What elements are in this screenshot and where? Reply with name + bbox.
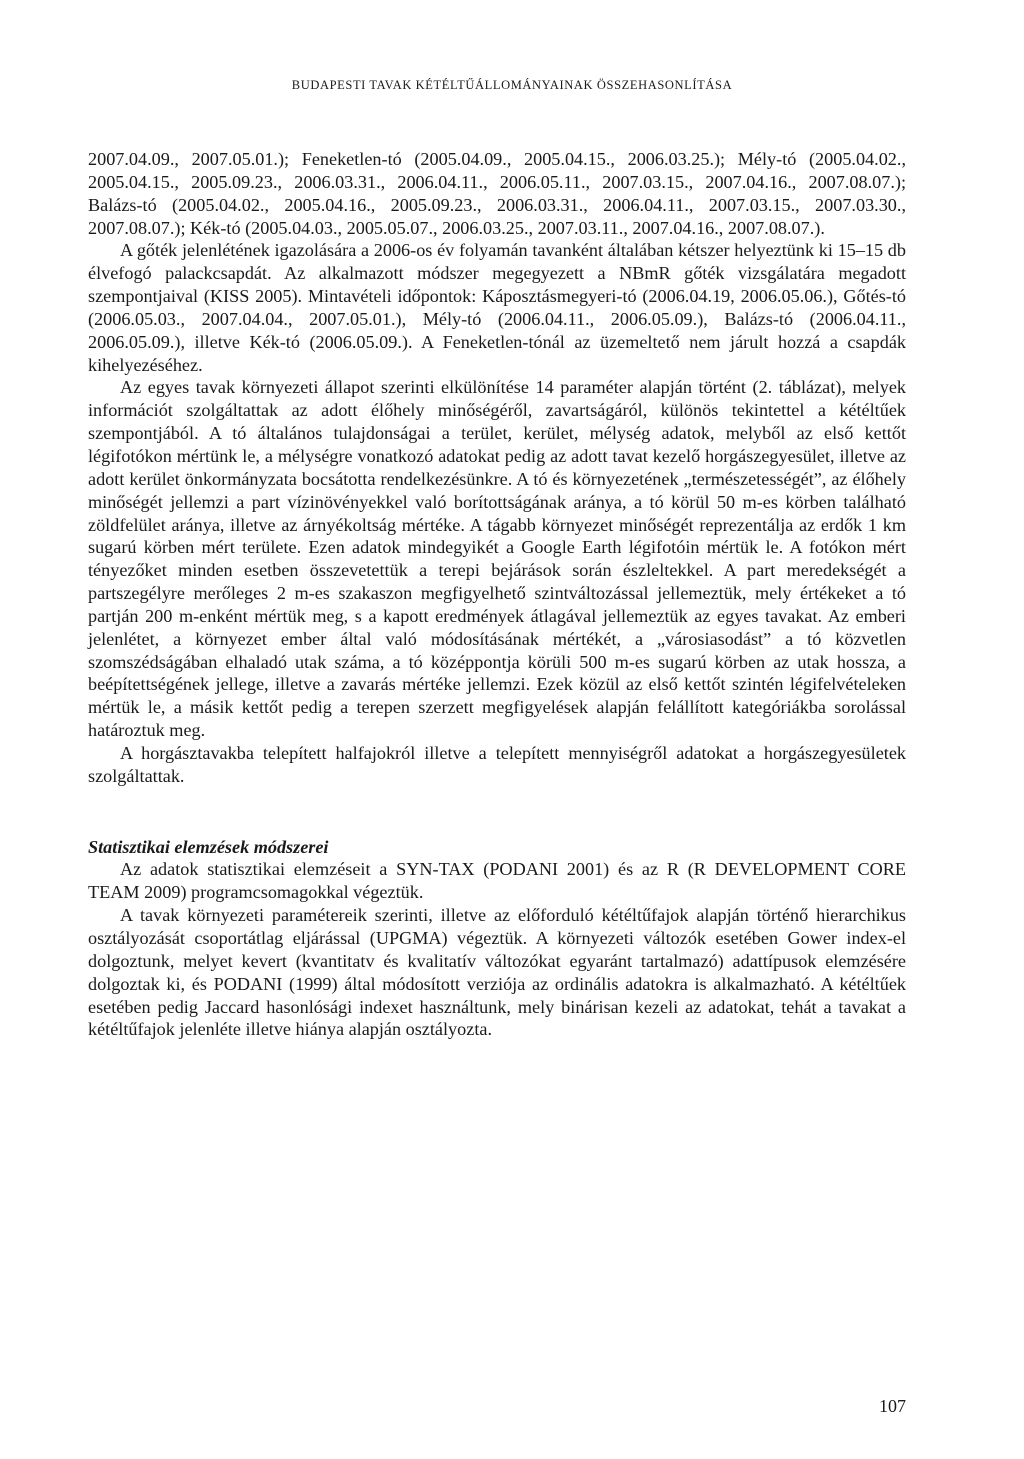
paragraph-environment-parameters: Az egyes tavak környezeti állapot szerinti elkülönítése 14 paraméter alapján történt (2. táblázat), melyek információt szolgáltattak az adott élőhely minőségéről, zavartságáról, különös tekintettel a kétéltűek szempontjából. A tó általános tulajdonságai a terület, kerület, mélység adatok, melyből az első kettőt légifotókon mértünk le, a mélységre vonatkozó adatokat pedig az adott tavat kezelő horgászegyesület, illetve az adott kerület önkormányzata bocsátotta rendelkezésünkre. A tó és környezetének „természetességét”, az élőhely minőségét jellemzi a part vízinövényekkel való borítottságának aránya, a tó körül 50 m-es körben található zöldfelület aránya, illetve az árnyékoltság mértéke. A tágabb környezet minőségét reprezentálja az erdők 1 km sugarú körben mért területe. Ezen adatok mindegyikét a Google Earth légifotóin mértük le. A fotókon mért tényezőket minden esetben összevetettük a terepi bejárások során észleltekkel. A part meredekségét a partszegélyre merőleges 2 m-es szakaszon megfigyelhető szintváltozással jellemeztük, mely értékeket a tó partján 200 m-enként mértük meg, s a kapott eredmények átlagával jellemeztük az egyes tavakat. Az emberi jelenlétet, a környezet ember által való módosításának mértékét, a „városiasodást” a tó közvetlen szomszédságában elhaladó utak száma, a tó középpontja körüli 500 m-es sugarú körben az utak hossza, a beépítettségének jellege, illetve a zavarás mértéke jellemzi. Ezek közül az első kettőt szintén légifelvételeken mértük le, a másik kettőt pedig a terepen szerzett megfigyelések alapján felállított kategóriákba sorolással határoztuk meg. — [88, 377, 906, 741]
paragraph-sampling-dates: 2007.04.09., 2007.05.01.); Feneketlen-tó (2005.04.09., 2005.04.15., 2006.03.25.); Mély-tó (2005.04.02., 2005.04.15., 2005.09.23., 2006.03.31., 2006.04.11., 2006.05.11., 2007.03.15., 2007.04.16., 2007.08.07.); Balázs-tó (2005.04.02., 2005.04.16., 2005.09.23., 2006.03.31., 2006.04.11., 2007.03.15., 2007.03.30., 2007.08.07.); Kék-tó (2005.04.03., 2005.05.07., 2006.03.25., 2007.03.11., 2007.04.16., 2007.08.07.). — [88, 149, 906, 238]
body-text — [88, 148, 906, 1041]
page-number: 107 — [879, 1396, 906, 1416]
section-title: Statisztikai elemzések módszerei — [88, 836, 329, 857]
paragraph-software: Az adatok statisztikai elemzéseit a SYN-TAX (PODANI 2001) és az R (R DEVELOPMENT CORE TEAM 2009) programcsomagokkal végeztük. — [88, 859, 906, 903]
paragraph-classification: A tavak környezeti paramétereik szerinti, illetve az előforduló kétéltűfajok alapján történő hierarchikus osztályozását csoportátlag eljárással (UPGMA) végeztük. A környezeti változók esetében Gower index-el dolgoztunk, melyet kevert (kvantitatv és kvalitatív változókat egyaránt tartalmazó) adattípusok elemzésére dolgoztak ki, és PODANI (1999) által módosított verziója az ordinális adatokra is alkalmazható. A kétéltűek esetében pedig Jaccard hasonlósági indexet használtunk, mely binárisan kezeli az adatokat, tehát a tavakat a kétéltűfajok jelenléte illetve hiánya alapján osztályozta. — [88, 905, 906, 1040]
paragraph-fish-stocking: A horgásztavakba telepített halfajokról illetve a telepített mennyiségről adatokat a horgászegyesületek szolgáltattak. — [88, 742, 906, 786]
running-header: BUDAPESTI TAVAK KÉTÉLTŰÁLLOMÁNYAINAK ÖSSZEHASONLÍTÁSA — [291, 78, 733, 92]
paragraph-newt-traps: A gőték jelenlétének igazolására a 2006-os év folyamán tavanként általában kétszer helyeztünk ki 15–15 db élvefogó palackcsapdát. Az alkalmazott módszer megegyezett a NBmR gőték vizsgálatára megadott szempontjaival (KISS 2005). Mintavételi időpontok: Káposztásmegyeri-tó (2006.04.19, 2006.05.06.), Gőtés-tó (2006.05.03., 2007.04.04., 2007.05.01.), Mély-tó (2006.04.11., 2006.05.09.), Balázs-tó (2006.04.11., 2006.05.09.), illetve Kék-tó (2006.05.09.). A Feneketlen-tónál az üzemeltető nem járult hozzá a csapdák kihelyezéséhez. — [88, 240, 906, 375]
